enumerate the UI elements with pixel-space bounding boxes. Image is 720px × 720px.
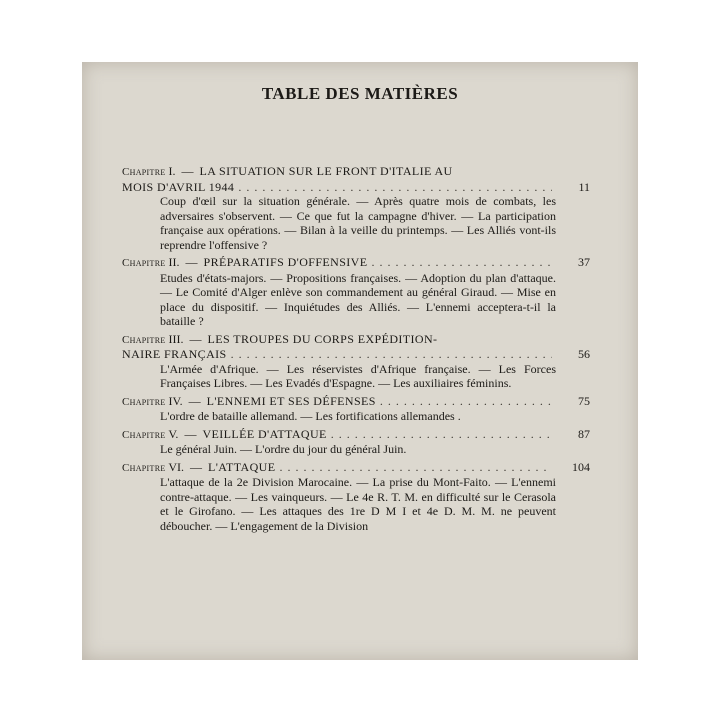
chapter-label: Chapitre [122, 333, 166, 346]
chapter-label: Chapitre [122, 166, 166, 178]
chapter-heading: VEILLÉE D'ATTAQUE [202, 426, 327, 441]
chapter-summary: Coup d'œil sur la situation générale. — Après quatre mois de combats, les adversaires s'observent. — Ce que fut la campagne d'hiver. — La participation française aux opérations. — Bilan à la veille du printemps. — Les Alliés vont-ils reprendre l'offensive ? [160, 194, 556, 252]
chapter-number: I. [168, 164, 176, 178]
chapter-summary: Le général Juin. — L'ordre du jour du général Juin. [160, 442, 407, 456]
chapter-entry-4 [122, 394, 590, 424]
chapter-label: Chapitre [122, 428, 166, 441]
chapter-heading-cont: NAIRE FRANÇAIS [122, 347, 227, 361]
chapter-summary: Etudes d'états-majors. — Propositions françaises. — Adoption du plan d'attaque. — Le Comité d'Alger enlève son commandement au général Giraud. — Mise en place du dispositif. — Inquiétudes des Alliés. — L'ennemi acceptera-t-il la bataille ? [160, 270, 556, 328]
chapter-heading-cont: MOIS D'AVRIL 1944 [122, 179, 235, 194]
chapter-number: IV. [168, 393, 183, 408]
chapter-label: Chapitre [122, 395, 166, 408]
chapter-heading-line: Chapitre VI. — L'ATTAQUE . . . 104 [122, 460, 590, 476]
chapter-number: II. [168, 255, 180, 269]
table-of-contents [122, 164, 590, 536]
dot-leader [238, 180, 552, 195]
chapter-entry-6 [122, 460, 590, 534]
chapter-heading-line: Chapitre IV. — L'ENNEMI ET SES DÉFENSES . . . 75 [122, 394, 590, 410]
page-title: TABLE DES MATIÈRES [261, 84, 459, 103]
dot-leader [380, 394, 552, 409]
page-number: 37 [578, 255, 590, 269]
chapter-heading-line [122, 180, 590, 195]
chapter-heading-line: Chapitre V. — VEILLÉE D'ATTAQUE . . . 87 [122, 427, 590, 443]
chapter-number: VI. [168, 459, 184, 474]
page-number: 56 [578, 347, 590, 361]
book-page [82, 62, 638, 660]
chapter-heading: L'ATTAQUE [207, 459, 276, 474]
chapter-entry-5 [122, 427, 590, 457]
chapter-heading: LES TROUPES DU CORPS EXPÉDITION- [207, 331, 438, 346]
chapter-entry-2 [122, 255, 590, 329]
page-number: 75 [578, 393, 590, 408]
chapter-heading-line: Chapitre II. — PRÉPARATIFS D'OFFENSIVE . . . 37 [122, 255, 590, 271]
chapter-label: Chapitre [122, 257, 166, 269]
page-number: 87 [578, 426, 590, 441]
chapter-heading-line: Chapitre I. — LA SITUATION SUR LE FRONT D'ITALIE AU [122, 164, 453, 178]
dot-leader [279, 460, 552, 475]
chapter-label: Chapitre [122, 461, 166, 474]
dot-leader [331, 427, 552, 442]
dot-leader [371, 255, 552, 270]
chapter-heading-line [122, 347, 590, 362]
chapter-summary: L'attaque de la 2e Division Marocaine. — La prise du Mont-Faito. — L'ennemi contre-attaque. — Les vainqueurs. — Le 4e R. T. M. en difficulté sur le Cerasola et le Girofano. — Les attaques des 1re D M I et 4e D. M. M. ne peuvent déboucher. — L'engagement de la Division [160, 475, 556, 533]
page-number: 104 [572, 459, 590, 474]
chapter-heading: L'ENNEMI ET SES DÉFENSES [206, 393, 376, 408]
chapter-heading-line: Chapitre III. — LES TROUPES DU CORPS EXPÉDITION- [122, 331, 438, 346]
chapter-summary: L'Armée d'Afrique. — Les réservistes d'Afrique française. — Les Forces Françaises Libres. — Les Evadés d'Espagne. — Les auxiliaires féminins. [160, 361, 556, 390]
chapter-number: III. [168, 331, 184, 346]
page-number: 11 [578, 179, 590, 194]
chapter-number: V. [168, 426, 179, 441]
chapter-entry-1 [122, 164, 590, 252]
dot-leader [231, 347, 552, 362]
chapter-heading: LA SITUATION SUR LE FRONT D'ITALIE AU [199, 164, 453, 178]
chapter-entry-3 [122, 332, 590, 391]
chapter-heading: PRÉPARATIFS D'OFFENSIVE [203, 255, 368, 269]
chapter-summary: L'ordre de bataille allemand. — Les fortifications allemandes . [160, 409, 461, 423]
